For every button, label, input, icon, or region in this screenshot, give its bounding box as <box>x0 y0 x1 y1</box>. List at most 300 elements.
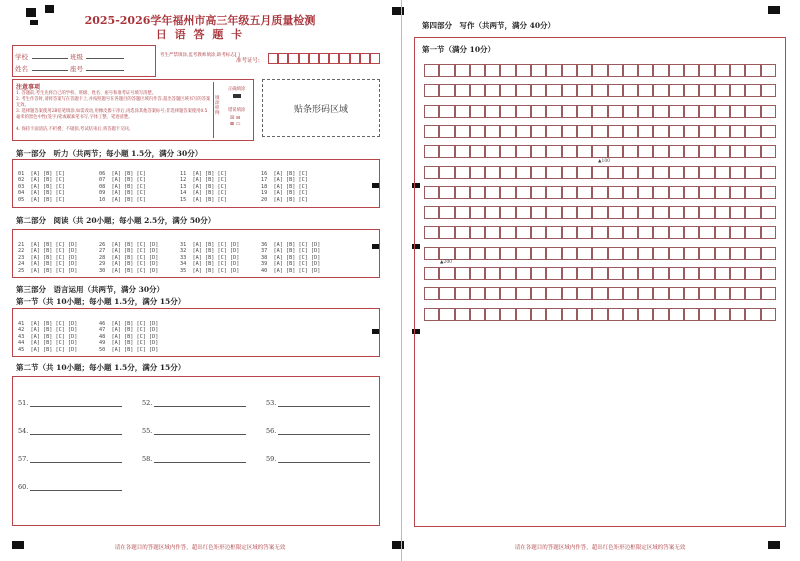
writing-cell[interactable] <box>439 166 454 179</box>
writing-cell[interactable] <box>669 105 684 118</box>
writing-cell[interactable] <box>623 206 638 219</box>
fill-item-56[interactable]: 56. <box>266 427 370 435</box>
writing-cell[interactable] <box>715 186 730 199</box>
writing-cell[interactable] <box>761 105 776 118</box>
part1-col-3[interactable] <box>180 164 227 210</box>
writing-cell[interactable] <box>699 287 714 300</box>
writing-cell[interactable] <box>638 145 653 158</box>
writing-cell[interactable] <box>455 166 470 179</box>
writing-cell[interactable] <box>745 145 760 158</box>
writing-cell[interactable] <box>577 105 592 118</box>
writing-cell[interactable] <box>516 247 531 260</box>
writing-cell[interactable] <box>470 166 485 179</box>
fill-item-51[interactable]: 51. <box>18 399 122 407</box>
writing-cell[interactable] <box>546 105 561 118</box>
writing-cell[interactable] <box>424 287 439 300</box>
writing-cell[interactable] <box>745 125 760 138</box>
writing-cell[interactable] <box>470 287 485 300</box>
writing-cell[interactable] <box>531 64 546 77</box>
writing-cell[interactable] <box>577 287 592 300</box>
fill-item-55[interactable]: 55. <box>142 427 246 435</box>
writing-cell[interactable] <box>730 125 745 138</box>
writing-cell[interactable] <box>531 166 546 179</box>
writing-cell[interactable] <box>638 226 653 239</box>
fill-item-58[interactable]: 58. <box>142 455 246 463</box>
writing-cell[interactable] <box>577 166 592 179</box>
writing-grid-row[interactable] <box>424 287 776 300</box>
writing-cell[interactable] <box>562 247 577 260</box>
writing-cell[interactable] <box>516 308 531 321</box>
writing-cell[interactable] <box>424 64 439 77</box>
writing-cell[interactable] <box>516 287 531 300</box>
writing-cell[interactable] <box>761 64 776 77</box>
fill-item-59[interactable]: 59. <box>266 455 370 463</box>
writing-cell[interactable] <box>623 105 638 118</box>
writing-cell[interactable] <box>608 287 623 300</box>
writing-cell[interactable] <box>669 186 684 199</box>
writing-cell[interactable] <box>424 206 439 219</box>
writing-cell[interactable] <box>730 226 745 239</box>
writing-cell[interactable] <box>485 287 500 300</box>
writing-cell[interactable] <box>684 166 699 179</box>
writing-cell[interactable] <box>730 166 745 179</box>
writing-cell[interactable] <box>592 186 607 199</box>
fill-item-54[interactable]: 54. <box>18 427 122 435</box>
writing-cell[interactable] <box>577 267 592 280</box>
writing-cell[interactable] <box>424 105 439 118</box>
writing-cell[interactable] <box>715 308 730 321</box>
writing-cell[interactable] <box>669 247 684 260</box>
writing-cell[interactable] <box>424 247 439 260</box>
writing-cell[interactable] <box>455 84 470 97</box>
writing-cell[interactable] <box>439 287 454 300</box>
writing-cell[interactable] <box>638 125 653 138</box>
writing-cell[interactable] <box>531 267 546 280</box>
writing-cell[interactable] <box>730 267 745 280</box>
writing-cell[interactable] <box>684 247 699 260</box>
writing-cell[interactable] <box>745 64 760 77</box>
writing-cell[interactable] <box>684 84 699 97</box>
writing-cell[interactable] <box>653 166 668 179</box>
writing-cell[interactable] <box>715 287 730 300</box>
writing-cell[interactable] <box>608 105 623 118</box>
writing-cell[interactable] <box>546 247 561 260</box>
writing-cell[interactable] <box>470 105 485 118</box>
writing-cell[interactable] <box>424 84 439 97</box>
writing-cell[interactable] <box>500 247 515 260</box>
writing-cell[interactable] <box>455 308 470 321</box>
writing-cell[interactable] <box>439 145 454 158</box>
writing-cell[interactable] <box>669 64 684 77</box>
writing-cell[interactable] <box>531 105 546 118</box>
writing-cell[interactable] <box>730 287 745 300</box>
writing-cell[interactable] <box>500 84 515 97</box>
writing-cell[interactable] <box>546 84 561 97</box>
writing-cell[interactable] <box>516 145 531 158</box>
writing-cell[interactable] <box>608 84 623 97</box>
writing-cell[interactable] <box>470 247 485 260</box>
writing-cell[interactable] <box>638 166 653 179</box>
writing-grid-row[interactable] <box>424 125 776 138</box>
fill-item-52[interactable]: 52. <box>142 399 246 407</box>
writing-cell[interactable] <box>761 145 776 158</box>
writing-cell[interactable] <box>699 105 714 118</box>
writing-cell[interactable] <box>562 84 577 97</box>
writing-cell[interactable] <box>638 186 653 199</box>
writing-grid-row[interactable] <box>424 247 776 260</box>
writing-cell[interactable] <box>623 247 638 260</box>
writing-cell[interactable] <box>455 267 470 280</box>
writing-cell[interactable] <box>424 267 439 280</box>
writing-cell[interactable] <box>424 145 439 158</box>
writing-cell[interactable] <box>653 105 668 118</box>
writing-cell[interactable] <box>730 145 745 158</box>
writing-cell[interactable] <box>592 145 607 158</box>
writing-cell[interactable] <box>623 226 638 239</box>
part1-col-4[interactable] <box>261 164 308 210</box>
writing-cell[interactable] <box>485 166 500 179</box>
writing-cell[interactable] <box>623 308 638 321</box>
writing-cell[interactable] <box>455 186 470 199</box>
fill-item-53[interactable]: 53. <box>266 399 370 407</box>
writing-cell[interactable] <box>470 308 485 321</box>
writing-cell[interactable] <box>531 84 546 97</box>
writing-cell[interactable] <box>745 287 760 300</box>
writing-cell[interactable] <box>439 105 454 118</box>
writing-cell[interactable] <box>562 206 577 219</box>
class-field[interactable] <box>86 53 124 59</box>
writing-cell[interactable] <box>715 267 730 280</box>
writing-grid-row[interactable] <box>424 226 776 239</box>
writing-cell[interactable] <box>516 125 531 138</box>
writing-cell[interactable] <box>715 105 730 118</box>
writing-cell[interactable] <box>699 145 714 158</box>
writing-cell[interactable] <box>592 247 607 260</box>
writing-cell[interactable] <box>546 308 561 321</box>
writing-cell[interactable] <box>455 105 470 118</box>
writing-cell[interactable] <box>562 166 577 179</box>
writing-cell[interactable] <box>684 125 699 138</box>
writing-cell[interactable] <box>562 267 577 280</box>
writing-cell[interactable] <box>577 84 592 97</box>
writing-cell[interactable] <box>684 186 699 199</box>
writing-cell[interactable] <box>531 247 546 260</box>
writing-cell[interactable] <box>608 226 623 239</box>
writing-cell[interactable] <box>699 267 714 280</box>
writing-cell[interactable] <box>577 145 592 158</box>
writing-cell[interactable] <box>500 267 515 280</box>
writing-cell[interactable] <box>546 267 561 280</box>
writing-cell[interactable] <box>669 125 684 138</box>
writing-cell[interactable] <box>653 226 668 239</box>
writing-cell[interactable] <box>424 166 439 179</box>
writing-cell[interactable] <box>623 125 638 138</box>
writing-cell[interactable] <box>669 84 684 97</box>
writing-cell[interactable] <box>669 206 684 219</box>
part1-col-2[interactable] <box>99 164 146 210</box>
writing-cell[interactable] <box>684 145 699 158</box>
writing-grid-row[interactable] <box>424 267 776 280</box>
writing-cell[interactable] <box>500 308 515 321</box>
writing-cell[interactable] <box>730 186 745 199</box>
writing-cell[interactable] <box>439 226 454 239</box>
writing-cell[interactable] <box>562 226 577 239</box>
writing-grid-row[interactable] <box>424 166 776 179</box>
writing-cell[interactable] <box>439 64 454 77</box>
writing-cell[interactable] <box>608 64 623 77</box>
writing-cell[interactable] <box>500 145 515 158</box>
writing-cell[interactable] <box>516 206 531 219</box>
writing-cell[interactable] <box>745 267 760 280</box>
writing-cell[interactable] <box>485 247 500 260</box>
writing-cell[interactable] <box>470 206 485 219</box>
writing-cell[interactable] <box>699 247 714 260</box>
writing-cell[interactable] <box>745 206 760 219</box>
writing-grid-row[interactable] <box>424 105 776 118</box>
writing-cell[interactable] <box>577 247 592 260</box>
writing-cell[interactable] <box>592 105 607 118</box>
writing-cell[interactable] <box>592 206 607 219</box>
name-field[interactable] <box>32 65 68 71</box>
writing-cell[interactable] <box>699 308 714 321</box>
writing-cell[interactable] <box>730 308 745 321</box>
writing-cell[interactable] <box>577 308 592 321</box>
writing-cell[interactable] <box>745 226 760 239</box>
writing-cell[interactable] <box>730 64 745 77</box>
writing-cell[interactable] <box>470 186 485 199</box>
writing-cell[interactable] <box>592 64 607 77</box>
exam-number-boxes[interactable] <box>268 53 380 64</box>
writing-cell[interactable] <box>715 226 730 239</box>
writing-cell[interactable] <box>516 105 531 118</box>
writing-cell[interactable] <box>546 125 561 138</box>
writing-cell[interactable] <box>608 267 623 280</box>
writing-cell[interactable] <box>715 145 730 158</box>
writing-cell[interactable] <box>761 84 776 97</box>
writing-cell[interactable] <box>546 226 561 239</box>
writing-cell[interactable] <box>439 125 454 138</box>
writing-cell[interactable] <box>455 64 470 77</box>
writing-cell[interactable] <box>684 206 699 219</box>
writing-cell[interactable] <box>684 308 699 321</box>
writing-cell[interactable] <box>669 145 684 158</box>
writing-cell[interactable] <box>608 308 623 321</box>
writing-cell[interactable] <box>516 64 531 77</box>
writing-cell[interactable] <box>653 267 668 280</box>
writing-cell[interactable] <box>745 166 760 179</box>
writing-cell[interactable] <box>699 84 714 97</box>
writing-cell[interactable] <box>531 308 546 321</box>
writing-cell[interactable] <box>638 105 653 118</box>
writing-cell[interactable] <box>439 247 454 260</box>
writing-cell[interactable] <box>592 125 607 138</box>
writing-cell[interactable] <box>500 64 515 77</box>
writing-cell[interactable] <box>485 84 500 97</box>
writing-cell[interactable] <box>546 287 561 300</box>
writing-cell[interactable] <box>669 308 684 321</box>
writing-cell[interactable] <box>562 287 577 300</box>
part2-col-3[interactable] <box>180 235 239 281</box>
writing-grid-row[interactable] <box>424 206 776 219</box>
writing-cell[interactable] <box>562 64 577 77</box>
writing-grid-row[interactable] <box>424 308 776 321</box>
writing-cell[interactable] <box>608 186 623 199</box>
writing-cell[interactable] <box>623 145 638 158</box>
writing-cell[interactable] <box>500 226 515 239</box>
writing-cell[interactable] <box>500 206 515 219</box>
writing-cell[interactable] <box>577 226 592 239</box>
writing-cell[interactable] <box>470 226 485 239</box>
writing-cell[interactable] <box>577 64 592 77</box>
writing-cell[interactable] <box>684 287 699 300</box>
writing-cell[interactable] <box>653 247 668 260</box>
writing-cell[interactable] <box>470 84 485 97</box>
writing-cell[interactable] <box>761 206 776 219</box>
writing-cell[interactable] <box>623 267 638 280</box>
writing-cell[interactable] <box>608 166 623 179</box>
writing-cell[interactable] <box>485 64 500 77</box>
writing-cell[interactable] <box>608 125 623 138</box>
writing-cell[interactable] <box>455 145 470 158</box>
part2-col-4[interactable] <box>261 235 320 281</box>
writing-cell[interactable] <box>638 308 653 321</box>
writing-grid-row[interactable] <box>424 145 776 158</box>
writing-cell[interactable] <box>715 64 730 77</box>
writing-cell[interactable] <box>516 186 531 199</box>
writing-cell[interactable] <box>500 105 515 118</box>
writing-cell[interactable] <box>592 226 607 239</box>
writing-cell[interactable] <box>653 308 668 321</box>
writing-grid-row[interactable] <box>424 84 776 97</box>
writing-cell[interactable] <box>516 226 531 239</box>
writing-cell[interactable] <box>638 64 653 77</box>
writing-cell[interactable] <box>608 145 623 158</box>
writing-cell[interactable] <box>470 125 485 138</box>
writing-cell[interactable] <box>500 186 515 199</box>
writing-cell[interactable] <box>455 287 470 300</box>
writing-cell[interactable] <box>715 206 730 219</box>
writing-cell[interactable] <box>653 84 668 97</box>
writing-cell[interactable] <box>623 287 638 300</box>
writing-cell[interactable] <box>424 308 439 321</box>
writing-cell[interactable] <box>669 226 684 239</box>
writing-cell[interactable] <box>745 308 760 321</box>
part1-col-1[interactable] <box>18 164 65 210</box>
writing-cell[interactable] <box>485 226 500 239</box>
writing-cell[interactable] <box>761 247 776 260</box>
writing-cell[interactable] <box>500 287 515 300</box>
writing-cell[interactable] <box>516 267 531 280</box>
writing-cell[interactable] <box>761 186 776 199</box>
writing-cell[interactable] <box>485 125 500 138</box>
writing-cell[interactable] <box>439 84 454 97</box>
writing-cell[interactable] <box>684 64 699 77</box>
writing-cell[interactable] <box>638 84 653 97</box>
writing-cell[interactable] <box>424 226 439 239</box>
writing-cell[interactable] <box>638 247 653 260</box>
seat-field[interactable] <box>86 65 124 71</box>
writing-cell[interactable] <box>623 84 638 97</box>
writing-cell[interactable] <box>531 287 546 300</box>
writing-cell[interactable] <box>439 186 454 199</box>
writing-cell[interactable] <box>500 125 515 138</box>
writing-cell[interactable] <box>761 287 776 300</box>
writing-cell[interactable] <box>653 64 668 77</box>
writing-cell[interactable] <box>439 206 454 219</box>
writing-cell[interactable] <box>577 125 592 138</box>
writing-cell[interactable] <box>669 166 684 179</box>
writing-cell[interactable] <box>424 125 439 138</box>
writing-cell[interactable] <box>653 287 668 300</box>
part3-col-2[interactable] <box>99 314 158 360</box>
writing-cell[interactable] <box>439 308 454 321</box>
fill-item-57[interactable]: 57. <box>18 455 122 463</box>
writing-cell[interactable] <box>653 125 668 138</box>
writing-cell[interactable] <box>485 145 500 158</box>
writing-cell[interactable] <box>745 186 760 199</box>
writing-cell[interactable] <box>531 125 546 138</box>
writing-cell[interactable] <box>592 84 607 97</box>
writing-cell[interactable] <box>715 84 730 97</box>
writing-cell[interactable] <box>485 105 500 118</box>
writing-cell[interactable] <box>638 267 653 280</box>
writing-cell[interactable] <box>684 105 699 118</box>
writing-cell[interactable] <box>730 206 745 219</box>
writing-cell[interactable] <box>485 186 500 199</box>
writing-cell[interactable] <box>715 247 730 260</box>
writing-cell[interactable] <box>546 64 561 77</box>
writing-cell[interactable] <box>745 84 760 97</box>
writing-cell[interactable] <box>531 206 546 219</box>
writing-cell[interactable] <box>485 206 500 219</box>
writing-cell[interactable] <box>546 186 561 199</box>
writing-cell[interactable] <box>623 166 638 179</box>
writing-cell[interactable] <box>699 206 714 219</box>
writing-cell[interactable] <box>623 64 638 77</box>
fill-item-60[interactable]: 60. <box>18 483 122 491</box>
writing-cell[interactable] <box>699 186 714 199</box>
writing-cell[interactable] <box>715 125 730 138</box>
writing-cell[interactable] <box>730 105 745 118</box>
writing-grid-row[interactable] <box>424 64 776 77</box>
writing-cell[interactable] <box>761 166 776 179</box>
writing-cell[interactable] <box>699 125 714 138</box>
writing-cell[interactable] <box>730 84 745 97</box>
writing-cell[interactable] <box>638 287 653 300</box>
writing-cell[interactable] <box>699 166 714 179</box>
writing-cell[interactable] <box>516 84 531 97</box>
school-field[interactable] <box>32 53 68 59</box>
writing-cell[interactable] <box>699 226 714 239</box>
writing-cell[interactable] <box>577 186 592 199</box>
writing-cell[interactable] <box>653 145 668 158</box>
part2-col-1[interactable] <box>18 235 77 281</box>
writing-cell[interactable] <box>562 125 577 138</box>
writing-cell[interactable] <box>684 226 699 239</box>
writing-cell[interactable] <box>562 145 577 158</box>
writing-cell[interactable] <box>592 166 607 179</box>
writing-cell[interactable] <box>546 206 561 219</box>
writing-cell[interactable] <box>715 166 730 179</box>
writing-cell[interactable] <box>562 308 577 321</box>
writing-cell[interactable] <box>730 247 745 260</box>
writing-cell[interactable] <box>638 206 653 219</box>
writing-cell[interactable] <box>669 287 684 300</box>
writing-cell[interactable] <box>439 267 454 280</box>
writing-cell[interactable] <box>500 166 515 179</box>
part2-col-2[interactable] <box>99 235 158 281</box>
writing-cell[interactable] <box>623 186 638 199</box>
